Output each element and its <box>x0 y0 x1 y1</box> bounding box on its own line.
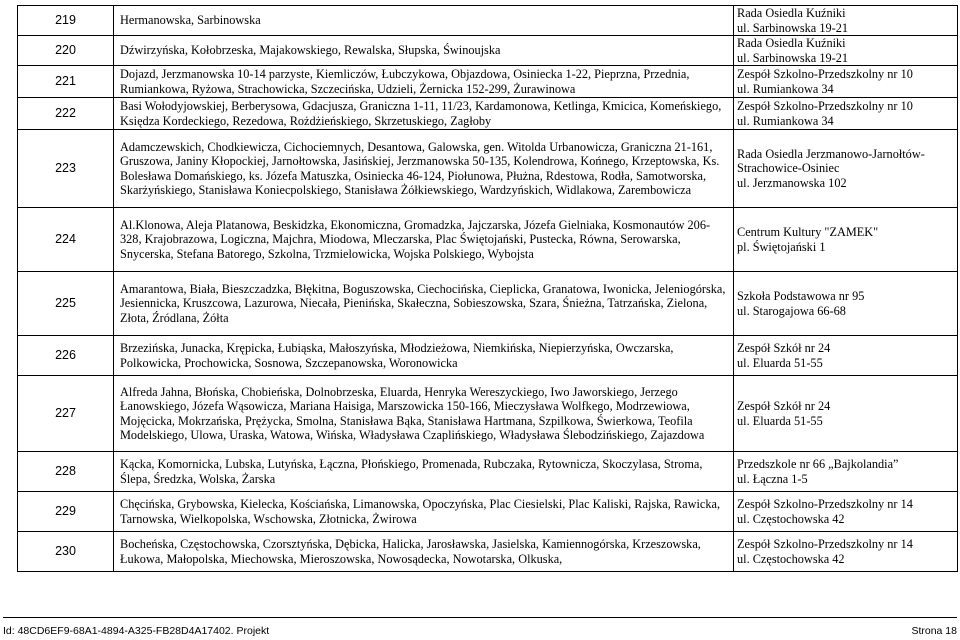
district-streets: Adamczewskich, Chodkiewicza, Cichociemnych, Desantowa, Galowska, gen. Witolda Urbanowicza, Graniczna 21-161, Gruszowa, Janiny Kłopockiej, Jarnołtowska, Jasińskiej, Jerzmanowska 50-135, Kolendrowa, Końnego, Krzeptowska, Ks. Bolesława Domańskiego, ks. Józefa Matuszka, Osiniecka 46-124, Piołunowa, Płużna, Rdestowa, Rodła, Samotworska, Skarżyńskiego, Stanisława Koniecpolskiego, Stanisława Żółkiewskiego, Wardzyńskich, Widlakowa, Zarembowicza <box>114 130 734 208</box>
district-streets: Dźwirzyńska, Kołobrzeska, Majakowskiego, Rewalska, Słupska, Świnoujska <box>114 36 734 66</box>
district-number: 227 <box>18 376 114 452</box>
district-number: 230 <box>18 532 114 572</box>
polling-place-address: ul. Rumiankowa 34 <box>737 113 834 128</box>
polling-place-name: Zespół Szkolno-Przedszkolny nr 10 <box>737 67 913 82</box>
districts-table-body <box>18 6 958 572</box>
district-number: 224 <box>18 208 114 272</box>
polling-place-name: Centrum Kultury "ZAMEK" <box>737 225 879 240</box>
polling-place-name: Zespół Szkolno-Przedszkolny nr 14 <box>737 497 913 512</box>
polling-place-address: ul. Częstochowska 42 <box>737 551 845 566</box>
polling-place-address: ul. Jerzmanowska 102 <box>737 175 847 190</box>
district-streets: Amarantowa, Biała, Bieszczadzka, Błękitna, Boguszowska, Ciechocińska, Cieplicka, Granatowa, Iwonicka, Jeleniogórska, Jesiennicka, Kruszcowa, Lazurowa, Niecała, Pienińska, Skałeczna, Sobieszowska, Szara, Śnieżna, Tatrzańska, Zielona, Złota, Źródlana, Żółta <box>114 272 734 336</box>
district-streets: Alfreda Jahna, Błońska, Chobieńska, Dolnobrzeska, Eluarda, Henryka Wereszyckiego, Iwo Jaworskiego, Jerzego Łanowskiego, Józefa Wąsowicza, Mariana Haisiga, Marszowicka 150-166, Mieczysława Wolfkego, Modrzewiowa, Mojęcicka, Mokrzańska, Prężycka, Smolna, Stanisława Bąka, Stanisława Hartmana, Szpilkowa, Świerkowa, Teofila Modelskiego, Ulowa, Uraska, Watowa, Wińska, Władysława Czaplińskiego, Władysława Ślebodzińskiego, Zajazdowa <box>114 376 734 452</box>
districts-table <box>17 5 958 572</box>
district-number: 220 <box>18 36 114 66</box>
polling-districts-page <box>17 5 957 572</box>
table-row <box>18 452 958 492</box>
district-number: 228 <box>18 452 114 492</box>
polling-place <box>734 208 958 272</box>
district-streets: Brzezińska, Junacka, Krępicka, Łubiąska, Małoszyńska, Młodzieżowa, Niemkińska, Niepierzyńska, Owczarska, Polkowicka, Prochowicka, Sosnowa, Szczepanowska, Woronowicka <box>114 336 734 376</box>
polling-place-address: ul. Eluarda 51-55 <box>737 413 823 428</box>
polling-place-name: Zespół Szkolno-Przedszkolny nr 10 <box>737 99 913 114</box>
table-row <box>18 272 958 336</box>
table-row <box>18 98 958 130</box>
district-number: 226 <box>18 336 114 376</box>
polling-place-address: ul. Starogajowa 66-68 <box>737 303 846 318</box>
polling-place <box>734 376 958 452</box>
page-footer <box>3 617 957 640</box>
polling-place-address: ul. Sarbinowska 19-21 <box>737 20 849 35</box>
table-row <box>18 492 958 532</box>
polling-place-name: Rada Osiedla Kuźniki <box>737 36 846 51</box>
polling-place-name: Zespół Szkół nr 24 <box>737 341 831 356</box>
district-streets: Al.Klonowa, Aleja Platanowa, Beskidzka, Ekonomiczna, Gromadzka, Jajczarska, Józefa Gielniaka, Kosmonautów 206-328, Krajobrazowa, Logiczna, Majchra, Miodowa, Mleczarska, Plac Świętojański, Pustecka, Równa, Serowarska, Snycerska, Stefana Batorego, Szkolna, Trzmielowicka, Wojska Polskiego, Wybojsta <box>114 208 734 272</box>
polling-place-name: Rada Osiedla Kuźniki <box>737 6 846 21</box>
district-number: 225 <box>18 272 114 336</box>
district-streets: Chęcińska, Grybowska, Kielecka, Kościańska, Limanowska, Opoczyńska, Plac Ciesielski, Plac Kaliski, Rajska, Rawicka, Tarnowska, Wielkopolska, Wschowska, Złotnicka, Żwirowa <box>114 492 734 532</box>
polling-place <box>734 6 958 36</box>
polling-place <box>734 532 958 572</box>
table-row <box>18 36 958 66</box>
polling-place <box>734 452 958 492</box>
polling-place <box>734 98 958 130</box>
polling-place <box>734 66 958 98</box>
district-streets: Basi Wołodyjowskiej, Berberysowa, Gdacjusza, Graniczna 1-11, 11/23, Kardamonowa, Ketlinga, Kmicica, Komeńskiego, Księdza Kordeckiego, Rezedowa, Rożdżieńskiego, Skrzetuskiego, Zagłoby <box>114 98 734 130</box>
district-number: 222 <box>18 98 114 130</box>
table-row <box>18 66 958 98</box>
table-row <box>18 532 958 572</box>
polling-place <box>734 336 958 376</box>
polling-place <box>734 272 958 336</box>
document-id: Id: 48CD6EF9-68A1-4894-A325-FB28D4A17402. Projekt <box>3 625 270 637</box>
table-row <box>18 6 958 36</box>
district-streets: Bocheńska, Częstochowska, Czorsztyńska, Dębicka, Halicka, Jarosławska, Jasielska, Kamiennogórska, Krzeszowska, Łukowa, Małopolska, Miechowska, Mieroszowska, Nowosądecka, Nowotarska, Olkuska, <box>114 532 734 572</box>
table-row <box>18 130 958 208</box>
polling-place <box>734 492 958 532</box>
district-number: 223 <box>18 130 114 208</box>
district-number: 221 <box>18 66 114 98</box>
district-number: 219 <box>18 6 114 36</box>
polling-place <box>734 130 958 208</box>
district-streets: Kącka, Komornicka, Lubska, Lutyńska, Łączna, Płońskiego, Promenada, Rubczaka, Rytownicza, Skoczylasa, Stroma, Ślepa, Średzka, Wolska, Żarska <box>114 452 734 492</box>
polling-place-address: ul. Eluarda 51-55 <box>737 355 823 370</box>
polling-place-address: ul. Częstochowska 42 <box>737 511 845 526</box>
polling-place-address: ul. Rumiankowa 34 <box>737 81 834 96</box>
polling-place-address: ul. Łączna 1-5 <box>737 471 808 486</box>
polling-place-address: pl. Świętojański 1 <box>737 239 826 254</box>
polling-place-name: Przedszkole nr 66 „Bajkolandia” <box>737 457 899 472</box>
table-row <box>18 376 958 452</box>
table-row <box>18 208 958 272</box>
district-streets: Dojazd, Jerzmanowska 10-14 parzyste, Kiemliczów, Łubczykowa, Objazdowa, Osiniecka 1-22, Pieprzna, Przednia, Rumiankowa, Ryżowa, Strachowicka, Szczecińska, Udzieli, Żernicka 152-299, Żurawinowa <box>114 66 734 98</box>
polling-place-name: Zespół Szkolno-Przedszkolny nr 14 <box>737 537 913 552</box>
district-streets: Hermanowska, Sarbinowska <box>114 6 734 36</box>
polling-place-name: Rada Osiedla Jerzmanowo-Jarnołtów-Strachowice-Osiniec <box>737 146 925 176</box>
polling-place-name: Szkoła Podstawowa nr 95 <box>737 289 865 304</box>
polling-place-name: Zespół Szkół nr 24 <box>737 399 831 414</box>
polling-place-address: ul. Sarbinowska 19-21 <box>737 50 849 65</box>
district-number: 229 <box>18 492 114 532</box>
polling-place <box>734 36 958 66</box>
table-row <box>18 336 958 376</box>
page-number: Strona 18 <box>911 625 957 637</box>
